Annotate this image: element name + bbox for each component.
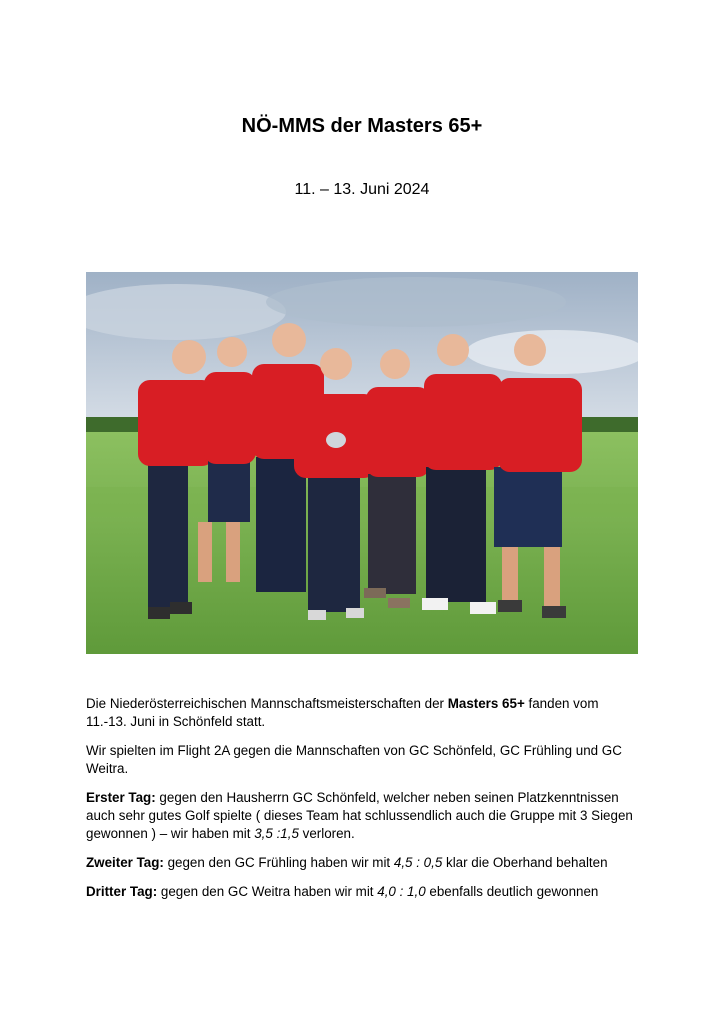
paragraph: Dritter Tag: gegen den GC Weitra haben wir mit 4,0 : 1,0 ebenfalls deutlich gewonnen — [86, 884, 599, 899]
event-date: 11. – 13. Juni 2024 — [294, 181, 430, 198]
paragraph: Erster Tag: gegen den Hausherrn GC Schönfeld, welcher neben seinen Platzkenntnissen auch sehr gutes Golf spielte ( dieses Team hat schlussendlich auch die Gruppe mit 3 Siegen gewonnen ) – wir haben mit 3,5 :1,5 verloren. — [86, 790, 633, 841]
team-photo — [86, 272, 638, 654]
cloud — [266, 277, 566, 327]
page-title: NÖ-MMS der Masters 65+ — [241, 115, 483, 137]
paragraph: Die Niederösterreichischen Mannschaftsmeisterschaften der Masters 65+ fanden vom 11.-13. Juni in Schönfeld statt. — [86, 696, 599, 729]
paragraph: Wir spielten im Flight 2A gegen die Mannschaften von GC Schönfeld, GC Frühling und GC Weitra. — [86, 743, 622, 776]
cloud — [466, 330, 638, 374]
article-body — [86, 695, 636, 912]
paragraph: Zweiter Tag: gegen den GC Frühling haben wir mit 4,5 : 0,5 klar die Oberhand behalten — [86, 855, 608, 870]
trophy — [326, 432, 346, 448]
